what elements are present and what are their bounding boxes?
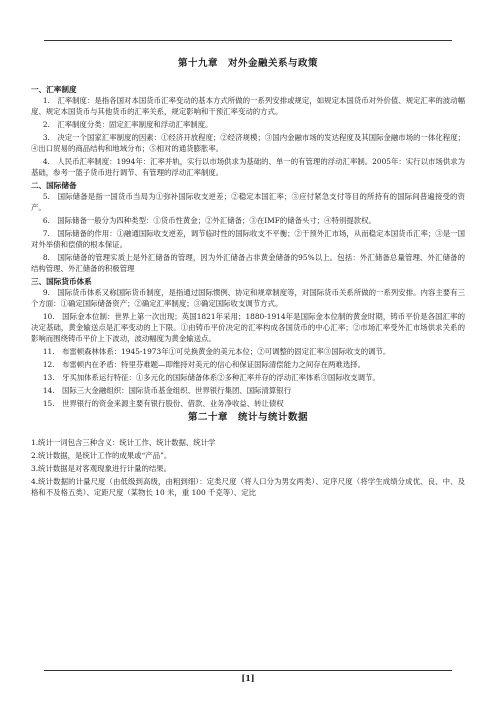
section-monetary-system <box>31 276 465 409</box>
list-item: 4.统计数据的计量尺度（由低级到高级，由粗到细）：定类尺度（将人口分为男女两类）、定序尺度（将学生成绩分成优、良、中、及格和不及格五类）、定距尺度（某物长 10 米，重 100 千克等）、定比 <box>31 477 465 497</box>
paragraph: 4. 人民币汇率制度：1994年：汇率并轨，实行以市场供求为基础的、单一的有管理的浮动汇率制。2005年：实行以市场供求为基础，参考一篮子货币进行调节、有管理的浮动汇率制度。 <box>31 157 465 177</box>
paragraph: 3. 决定一个国家汇率制度的因素：①经济开放程度；②经济规模；③国内金融市场的发达程度及其国际金融市场的一体化程度；④出口贸易的商品结构和地域分布；⑤相对的通货膨胀率。 <box>31 133 465 153</box>
list-item: 1.统计一词包含三种含义：统计工作、统计数据、统计学 <box>31 438 216 447</box>
section-heading: 二、国际储备 <box>31 181 77 190</box>
paragraph: 12. 布雷顿内在矛盾：特里芬难题—即维持对美元的信心和保证国际清偿能力之间存在两难选择。 <box>42 360 365 369</box>
section-heading: 一、汇率制度 <box>31 85 77 94</box>
paragraph: 9. 国际货币体系又称国际货币制度，是指通过国际惯例、协定和规章制度等，对国际货币关系所做的一系列安排。内容主要有三个方面：①确定国际储备资产；②确定汇率制度；③确定国际收支调节方式。 <box>31 288 465 308</box>
paragraph: 13. 牙买加体系运行特征：①多元化的国际储备体系②多种汇率并存的浮动汇率体系③国际收支调节。 <box>42 373 380 382</box>
chapter20-title: 第二十章 统计与统计数据 <box>187 412 308 423</box>
paragraph: 11. 布雷顿森林体系：1945-1973年①可兑换黄金的美元本位；②可调整的固定汇率③国际收支的调节。 <box>42 347 391 356</box>
page-content <box>31 58 465 500</box>
paragraph: 14. 国际三大金融组织：国际货币基金组织、世界银行集团、国际清算银行 <box>42 386 292 395</box>
paragraph: 1. 汇率制度：是指各国对本国货币汇率变动的基本方式所做的一系列安排或规定，如规定本国货币对外价值、规定汇率的波动幅度、规定本国货币与其他货币的汇率关系，规定影响和干预汇率变动的方式。 <box>31 96 465 116</box>
list-item: 2.统计数据，是统计工作的成果或“产品”。 <box>31 451 172 460</box>
chapter20-list <box>31 437 465 498</box>
paragraph: 15. 世界银行的资金来源主要有银行股份、借款、业务净收益、转让债权 <box>42 399 284 408</box>
list-item: 3.统计数据是对客观现象进行计量的结果。 <box>31 464 172 473</box>
paragraph: 8. 国际储备的管理实质上是外汇储备的管理，因为外汇储备占非黄金储备的95%以上。包括：外汇储备总量管理、外汇储备的结构管理、外汇储备的积极管理 <box>31 253 465 273</box>
section-exchange-rate <box>31 84 465 178</box>
chapter19-title: 第十九章 对外金融关系与政策 <box>177 58 318 69</box>
paragraph: 5. 国际储备是指一国货币当局为①弥补国际收支逆差；②稳定本国汇率；③应付紧急支付等目的所持有的国际间普遍接受的资产。 <box>31 192 465 212</box>
section-reserves <box>31 180 465 274</box>
paragraph: 2. 汇率制度分类：固定汇率制度和浮动汇率制度。 <box>42 120 213 129</box>
paragraph: 6. 国际储备一般分为四种类型：①货币性黄金；②外汇储备；③在IMF的储备头寸；④特别提款权。 <box>42 216 376 225</box>
paragraph: 10. 国际金本位制：世界上第一次出现；英国1821年采用；1880-1914年是国际金本位制的黄金时期，铸币平价是各国汇率的决定基础，黄金输送点是汇率变动的上下限。①由铸币平价决定的汇率构成各国货币的中心汇率；②市场汇率受外汇市场供求关系的影响而围绕铸币平价上下波动，波动幅度为黄金输送点。 <box>31 312 465 343</box>
page-number: [1] <box>241 673 255 683</box>
footer-rule <box>44 670 452 671</box>
section-heading: 三、国际货币体系 <box>31 277 92 286</box>
paragraph: 7. 国际储备的作用：①融通国际收支逆差，调节临时性的国际收支不平衡；②干预外汇市场，从而稳定本国货币汇率；③是一国对外举债和偿债的根本保证。 <box>31 229 465 249</box>
header-rule <box>44 40 452 41</box>
